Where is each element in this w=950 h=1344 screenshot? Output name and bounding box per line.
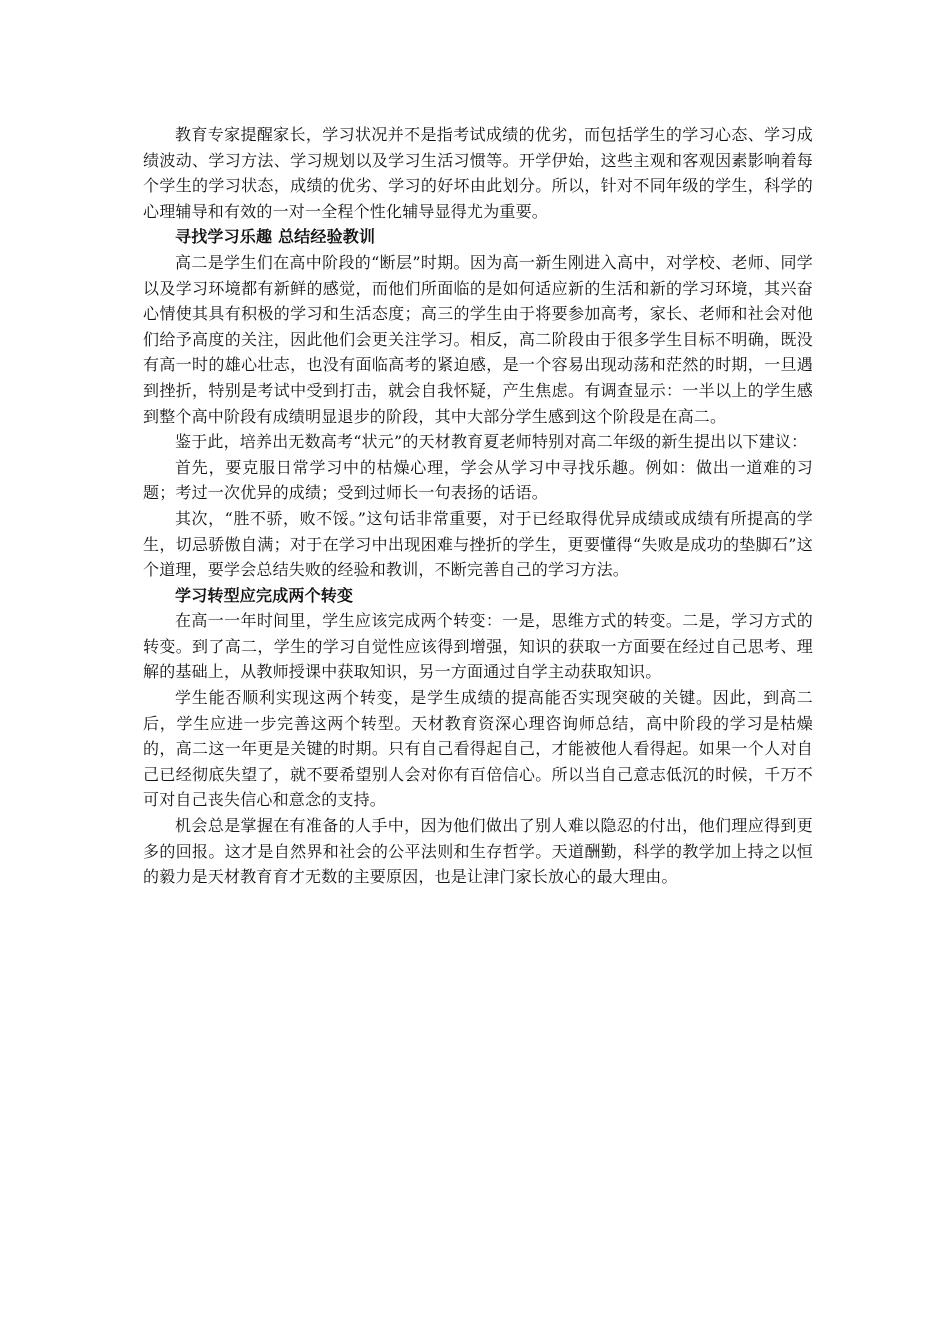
paragraph-second-advice: 其次，“胜不骄，败不馁。”这句话非常重要，对于已经取得优异成绩或成绩有所提高的学生，切忌骄傲自满；对于在学习中出现困难与挫折的学生，更要懂得“失败是成功的垫脚石”这个道理，要学会总结失败的经验和教训，不断完善自己的学习方法。 (143, 508, 813, 580)
section-heading-find-interest: 寻找学习乐趣 总结经验教训 (175, 227, 376, 247)
paragraph-advice-intro: 鉴于此，培养出无数高考“状元”的天材教育夏老师特别对高二年级的新生提出以下建议： (175, 432, 808, 452)
intro-paragraph: 教育专家提醒家长，学习状况并不是指考试成绩的优劣，而包括学生的学习心态、学习成绩波动、学习方法、学习规划以及学习生活习惯等。开学伊始，这些主观和客观因素影响着每个学生的学习状态，成绩的优劣、学习的好坏由此划分。所以，针对不同年级的学生，科学的心理辅导和有效的一对一全程个性化辅导显得尤为重要。 (143, 125, 813, 221)
paragraph-grade-two-gap: 高二是学生们在高中阶段的“断层”时期。因为高一新生刚进入高中，对学校、老师、同学以及学习环境都有新鲜的感觉，而他们所面临的是如何适应新的生活和新的学习环境，其兴奋心情使其具有积极的学习和生活态度；高三的学生由于将要参加高考，家长、老师和社会对他们给予高度的关注，因此他们会更关注学习。相反，高二阶段由于很多学生目标不明确，既没有高一时的雄心壮志，也没有面临高考的紧迫感，是一个容易出现动荡和茫然的时期，一旦遇到挫折，特别是考试中受到打击，就会自我怀疑，产生焦虑。有调查显示：一半以上的学生感到整个高中阶段有成绩明显退步的阶段，其中大部分学生感到这个阶段是在高二。 (143, 252, 813, 426)
paragraph-transition-key: 学生能否顺利实现这两个转变，是学生成绩的提高能否实现突破的关键。因此，到高二后，学生应进一步完善这两个转型。天材教育资深心理咨询师总结，高中阶段的学习是枯燥的，高二这一年更是关键的时期。只有自己看得起自己，才能被他人看得起。如果一个人对自己已经彻底失望了，就不要希望别人会对你有百倍信心。所以当自己意志低沉的时候，千万不可对自己丧失信心和意念的支持。 (143, 688, 813, 810)
document-page (143, 122, 813, 890)
paragraph-conclusion: 机会总是掌握在有准备的人手中，因为他们做出了别人难以隐忍的付出，他们理应得到更多的回报。这才是自然界和社会的公平法则和生存哲学。天道酬勤，科学的教学加上持之以恒的毅力是天材教育育才无数的主要原因，也是让津门家长放心的最大理由。 (143, 816, 813, 887)
paragraph-two-transitions: 在高一一年时间里，学生应该完成两个转变：一是，思维方式的转变。二是，学习方式的转变。到了高二，学生的学习自觉性应该得到增强，知识的获取一方面要在经过自己思考、理解的基础上，从教师授课中获取知识，另一方面通过自学主动获取知识。 (143, 611, 813, 682)
section-heading-two-transitions: 学习转型应完成两个转变 (175, 585, 354, 605)
paragraph-first-advice: 首先，要克服日常学习中的枯燥心理，学会从学习中寻找乐趣。例如：做出一道难的习题；考过一次优异的成绩；受到过师长一句表扬的话语。 (143, 457, 813, 503)
